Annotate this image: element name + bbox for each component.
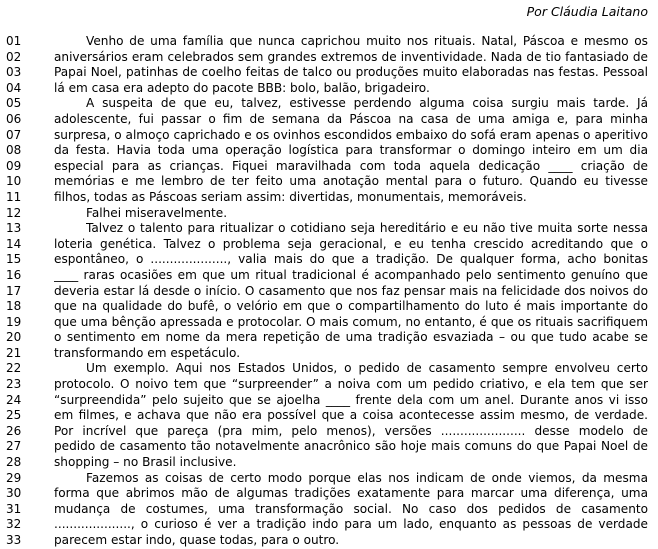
line-text: protocolo. O noivo tem que “surpreender” a noiva com um pedido criativo, e ela tem que ser (54, 377, 648, 392)
text-line (0, 424, 658, 440)
text-line (0, 81, 658, 97)
line-text: parecem estar indo, quase todas, para o outro. (54, 533, 340, 547)
line-number: 13 (6, 221, 22, 236)
line-number: 14 (6, 236, 22, 251)
line-number: 20 (6, 330, 22, 345)
line-text: Fazemos as coisas de certo modo porque elas nos indicam de onde viemos, da mesma (86, 470, 648, 485)
text-line (0, 299, 658, 315)
line-number: 32 (6, 517, 22, 532)
line-text: Talvez o talento para ritualizar o cotidiano seja hereditário e eu não tive muita sorte nessa (86, 221, 648, 236)
line-number: 24 (6, 392, 22, 407)
text-line (0, 96, 658, 112)
line-text: transformando em espetáculo. (54, 345, 241, 360)
line-text: surpresa, o almoço caprichado e os ovinhos escondidos embaixo do sofá eram apenas o aperitivo (54, 127, 648, 142)
line-number: 19 (6, 314, 22, 329)
text-line (0, 533, 658, 549)
text-line (0, 408, 658, 424)
text-line (0, 237, 658, 253)
line-text: que na qualidade do bufê, o velório em que o compartilhamento do luto é mais importante do (54, 299, 648, 314)
line-number: 06 (6, 111, 22, 126)
line-number: 18 (6, 299, 22, 314)
line-text: da festa. Havia toda uma operação logística para transformar o domingo inteiro em um dia (54, 143, 648, 158)
author-byline: Por Cláudia Laitano (526, 4, 648, 19)
line-number: 25 (6, 408, 22, 423)
line-number: 26 (6, 423, 22, 438)
text-line (0, 65, 658, 81)
text-line (0, 50, 658, 66)
line-text: ____ raras ocasiões em que um ritual tradicional é acompanhado pelo sentimento genuíno que (54, 267, 648, 282)
line-number: 04 (6, 80, 22, 95)
line-number: 07 (6, 127, 22, 142)
line-text: Papai Noel, patinhas de coelho feitas de talco ou produções muito elaboradas nas festas. Pessoal (54, 65, 648, 80)
line-text: A suspeita de que eu, talvez, estivesse perdendo alguma coisa surgiu mais tarde. Já (86, 96, 648, 111)
line-number: 22 (6, 361, 22, 376)
text-line (0, 517, 658, 533)
line-text: mudança de costumes, uma transformação social. No caso dos pedidos de casamento (54, 501, 648, 516)
text-line (0, 112, 658, 128)
text-line (0, 471, 658, 487)
line-number: 10 (6, 174, 22, 189)
line-text: “surpreendida” pelo sujeito que se ajoelha ____ frente dela com um anel. Durante anos vi isso (54, 392, 648, 407)
line-text: shopping – no Brasil inclusive. (54, 455, 237, 470)
line-text: em filmes, e achava que não era possível que a coisa acontecesse assim mesmo, de verdade. (54, 408, 648, 423)
text-line (0, 284, 658, 300)
line-number: 29 (6, 470, 22, 485)
line-number: 01 (6, 34, 22, 48)
text-line (0, 159, 658, 175)
line-number: 16 (6, 267, 22, 282)
text-line (0, 143, 658, 159)
line-text: deveria estar lá desde o início. O casamento que nos faz pensar mais na felicidade dos noivos do (54, 283, 648, 298)
line-text: forma que abrimos mão de algumas tradições exatamente para marcar uma diferença, uma (54, 486, 648, 501)
text-line (0, 486, 658, 502)
line-number: 30 (6, 486, 22, 501)
text-line (0, 34, 658, 50)
line-number: 03 (6, 65, 22, 80)
line-text: especial para as crianças. Fiquei maravilhada com toda aquela dedicação ____ criação de (54, 158, 648, 173)
text-line (0, 361, 658, 377)
text-line (0, 268, 658, 284)
line-number: 02 (6, 49, 22, 64)
text-line (0, 393, 658, 409)
text-line (0, 455, 658, 471)
line-number: 23 (6, 377, 22, 392)
line-text: que uma bênção apressada e protocolar. O mais comum, no entanto, é que os rituais sacrifiquem (54, 314, 648, 329)
line-number: 11 (6, 189, 22, 204)
text-line (0, 128, 658, 144)
line-number: 05 (6, 96, 22, 111)
line-number: 12 (6, 205, 22, 220)
line-number: 33 (6, 533, 22, 547)
line-text: Um exemplo. Aqui nos Estados Unidos, o pedido de casamento sempre envolveu certo (86, 361, 648, 376)
text-line (0, 174, 658, 190)
text-line (0, 315, 658, 331)
text-line (0, 330, 658, 346)
line-number: 15 (6, 252, 22, 267)
line-number: 28 (6, 455, 22, 470)
line-text: adolescente, fui passar o fim de semana da Páscoa na casa de uma amiga e, para minha (54, 111, 648, 126)
line-text: pedido de casamento tão notavelmente anacrônico são hoje mais comuns do que Papai Noel de (54, 439, 648, 454)
text-line (0, 206, 658, 222)
text-line (0, 190, 658, 206)
line-text: Por incrível que pareça (pra mim, pelo menos), versões ...................... desse modelo de (54, 423, 648, 438)
line-text: ...................., o curioso é ver a tradição indo para um lado, enquanto as pessoas de verdade (54, 517, 648, 532)
text-line (0, 377, 658, 393)
line-text: espontâneo, o ...................., valia mais do que a tradição. De qualquer forma, acho bonitas (54, 252, 648, 267)
line-text: filhos, todas as Páscoas seriam assim: divertidas, monumentais, memoráveis. (54, 189, 527, 204)
text-line (0, 439, 658, 455)
text-line (0, 221, 658, 237)
line-text: Venho de uma família que nunca caprichou muito nos rituais. Natal, Páscoa e mesmo os (86, 34, 648, 48)
line-text: Falhei miseravelmente. (86, 205, 228, 220)
line-number: 09 (6, 158, 22, 173)
line-text: loteria genética. Talvez o problema seja geracional, e eu tenha crescido acreditando que o (54, 236, 648, 251)
line-text: memórias e me lembro de ter feito uma anotação mental para o futuro. Quando eu tivesse (54, 174, 648, 189)
line-text: o sentimento em nome da mera repetição de uma tradição esvaziada – ou que tudo acabe se (54, 330, 648, 345)
line-number: 21 (6, 345, 22, 360)
numbered-text-body (0, 34, 658, 549)
text-line (0, 252, 658, 268)
line-number: 17 (6, 283, 22, 298)
line-text: lá em casa era adepto do pacote BBB: bolo, balão, brigadeiro. (54, 80, 430, 95)
line-text: aniversários eram celebrados sem grandes extremos de inventividade. Nada de tio fantasiado de (54, 49, 648, 64)
text-line (0, 502, 658, 518)
line-number: 27 (6, 439, 22, 454)
line-number: 31 (6, 501, 22, 516)
text-line (0, 346, 658, 362)
line-number: 08 (6, 143, 22, 158)
